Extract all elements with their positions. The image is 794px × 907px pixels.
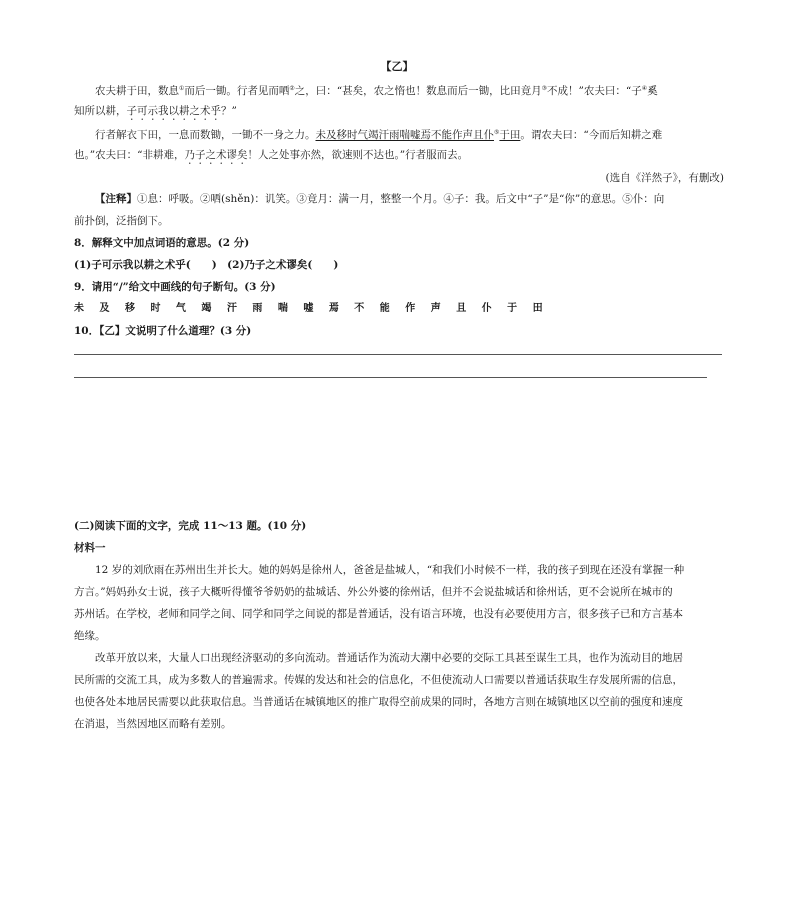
material-1-p1-line1: 12 岁的刘欣雨在苏州出生并长大。她的妈妈是徐州人，爸爸是盐城人，“和我们小时候不一样，我的孩子到现在还没有掌握一种	[95, 564, 685, 576]
question-9-sentence: 未 及 移 时 气 竭 汗 雨 喘 嘘 焉 不 能 作 声 且 仆 于 田	[74, 303, 549, 314]
material-1-p2-line4: 在消退，当然因地区而略有差别。	[74, 718, 232, 730]
note-ref-1: ①	[179, 85, 185, 92]
passage-b-p1-line1	[95, 82, 658, 98]
question-8-label: 8．解释文中加点词语的意思。(2 分)	[74, 237, 250, 249]
notes-text: ①息：呼吸。②哂(shěn)：讥笑。③竟月：满一月，整整一个月。④子：我。后文中“子”是“你”的意思。⑤仆：向	[137, 193, 665, 205]
text-seg: 之，曰：“甚矣，农之惰也！数息而后一锄，比田竟月	[294, 85, 542, 97]
notes-line2: 前扑倒，泛指倒下。	[74, 215, 169, 227]
question-10-label: 10．【乙】文说明了什么道理？(3 分)	[74, 325, 252, 337]
dotted-phrase-2: 乃子之术谬矣	[184, 149, 248, 161]
answer-line-1	[74, 354, 722, 355]
material-1-label: 材料一	[74, 542, 106, 554]
answer-line-2	[74, 377, 707, 378]
text-seg: 知所以耕，	[74, 105, 127, 117]
passage-b-p2-line1	[95, 126, 662, 142]
text-seg: 奚	[647, 85, 658, 97]
material-1-p1-line2: 方言。”妈妈孙女士说，孩子大概听得懂爷爷奶奶的盐城话、外公外婆的徐州话，但并不会说盐城话和徐州话，更不会说所在城市的	[74, 586, 673, 598]
text-seg: 不成！”农夫曰：“子	[547, 85, 642, 97]
text-seg: 农夫耕于田，数息	[95, 85, 179, 97]
notes-label: 【注释】	[95, 193, 137, 205]
material-1-p2-line2: 民所需的交流工具，成为多数人的普遍需求。传媒的发达和社会的信息化，不但使流动人口需要以普通话获取生存发展所需的信息，	[74, 674, 683, 686]
text-seg: ？”	[221, 105, 237, 117]
question-9-label: 9．请用“/”给文中画线的句子断句。(3 分)	[74, 281, 276, 293]
text-seg: 行者解衣下田，一息而数锄，一锄不一身之力。	[95, 129, 316, 141]
question-8-items: (1)子可示我以耕之术乎( ) (2)乃子之术谬矣( )	[74, 259, 339, 271]
underlined-sentence: 未及移时气竭汗雨喘嘘焉不能作声且仆	[315, 129, 494, 141]
text-seg: 也。”农夫曰：“非耕难，	[74, 149, 185, 161]
passage-b-p1-line2	[74, 104, 237, 123]
dotted-phrase-1: 子可示我以耕之术乎	[126, 105, 221, 117]
material-1-p1-line4: 绝缘。	[74, 630, 106, 642]
note-ref-4: ④	[641, 85, 648, 92]
text-seg: 而后一锄。行者见而哂	[184, 85, 290, 97]
passage-title: 【乙】	[380, 60, 414, 73]
passage-b-p2-line2	[74, 148, 468, 167]
section-2-header: (二)阅读下面的文字，完成 11～13 题。(10 分)	[74, 520, 307, 532]
material-1-p1-line3: 苏州话。在学校，老师和同学之间、同学和同学之间说的都是普通话，没有语言环境，也没有必要使用方言，很多孩子已和方言基本	[74, 608, 683, 620]
note-ref-2: ②	[289, 85, 295, 92]
source-citation: (选自《洋然子》，有删改)	[605, 172, 724, 184]
note-ref-3: ③	[541, 85, 548, 92]
underlined-sentence-end: 于田	[499, 129, 521, 141]
notes-line1	[95, 192, 664, 206]
text-seg: 。谓农夫曰：“今而后知耕之难	[520, 129, 663, 141]
text-seg: ！人之处事亦然，欲速则不达也。”行者服而去。	[247, 149, 469, 161]
material-1-p2-line3: 也使各处本地居民需要以此获取信息。当普通话在城镇地区的推广取得空前成果的同时，各地方言则在城镇地区以空前的强度和速度	[74, 696, 683, 708]
note-ref-5: ⑤	[494, 129, 500, 136]
material-1-p2-line1: 改革开放以来，大量人口出现经济驱动的多向流动。普通话作为流动大潮中必要的交际工具甚至谋生工具，也作为流动目的地居	[95, 652, 683, 664]
